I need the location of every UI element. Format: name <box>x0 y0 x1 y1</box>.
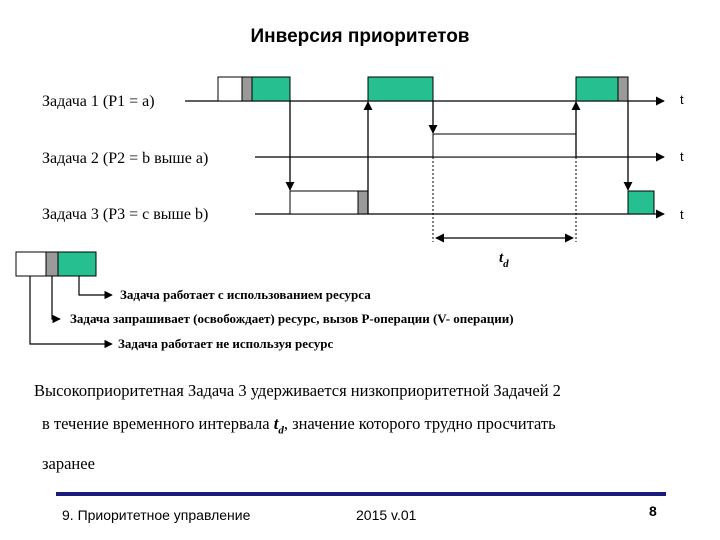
task1-block-request <box>242 77 252 101</box>
legend-leader-no-resource <box>30 276 112 344</box>
task3-time-label: t <box>680 207 684 222</box>
task3-block-no-resource <box>290 191 358 214</box>
legend-leader-request <box>52 276 60 319</box>
task3-block-resource <box>628 191 654 214</box>
slide-title: Инверсия приоритетов <box>250 26 470 47</box>
footer-section: 9. Приоритетное управление <box>62 507 251 523</box>
legend-sample-no-resource <box>16 252 46 276</box>
task2-time-label: t <box>680 149 684 164</box>
footer-divider <box>56 492 666 496</box>
summary-line-3: заранее <box>42 454 95 474</box>
task2-block-no-resource <box>433 134 576 157</box>
task1-block-resource-2 <box>368 77 433 101</box>
task3-block-request <box>358 191 368 214</box>
summary-interval-var: $t_d$ <box>273 414 284 437</box>
footer-version: 2015 v.01 <box>356 507 417 523</box>
legend-leader-resource <box>79 276 112 295</box>
legend-sample-resource <box>58 252 96 276</box>
summary-line-1: Высокоприоритетная Задача 3 удерживается низкоприоритетной Задачей 2 <box>34 381 561 400</box>
task1-time-label: t <box>680 92 684 107</box>
task1-label: Задача 1 (P1 = a) <box>42 93 155 110</box>
task1-block-no-resource <box>218 77 242 101</box>
page-number: 8 <box>649 503 657 519</box>
task2-label: Задача 2 (P2 = b выше a) <box>42 150 209 167</box>
legend-text-request: Задача запрашивает (освобождает) ресурс, вызов P-операции (V- операции) <box>70 311 514 326</box>
legend-text-resource: Задача работает с использованием ресурса <box>120 287 371 302</box>
summary-line-2: в течение временного интервала $t_d$, значение которого трудно просчитать <box>42 414 556 437</box>
interval-label: $t_d$ <box>499 250 509 270</box>
task1-block-resource-3 <box>576 77 618 101</box>
task1-block-release <box>618 77 628 101</box>
summary-text <box>34 374 704 480</box>
task3-label: Задача 3 (P3 = c выше b) <box>42 206 209 223</box>
legend-sample-request <box>46 252 58 276</box>
legend-text-no-resource: Задача работает не используя ресурс <box>118 336 334 351</box>
task1-block-resource-1 <box>252 77 290 101</box>
